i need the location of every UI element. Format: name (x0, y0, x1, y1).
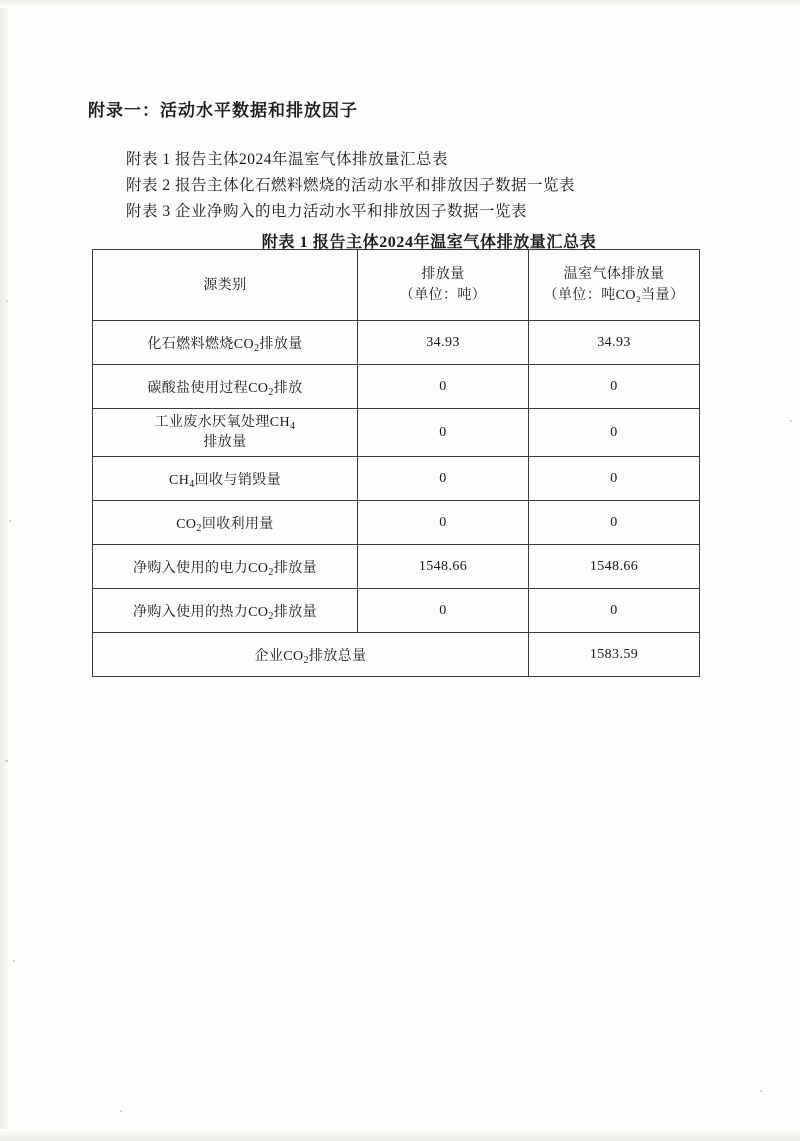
scan-speck (6, 300, 8, 302)
row-amount-value: 0 (358, 365, 529, 409)
row-amount-value: 0 (358, 501, 529, 545)
toc-item-3: 附表 3 企业净购入的电力活动水平和排放因子数据一览表 (126, 203, 528, 220)
row-source-subscript: 2 (268, 610, 274, 622)
column-header-source: 源类别 (93, 250, 358, 321)
row-source-label (93, 589, 358, 633)
row-amount-value: 34.93 (358, 321, 529, 365)
row-source-label (93, 545, 358, 589)
toc-item-1: 附表 1 报告主体2024年温室气体排放量汇总表 (126, 151, 449, 168)
scan-edge-top (0, 0, 800, 8)
table-body (93, 321, 700, 677)
table-row (93, 501, 700, 545)
row-source-subscript: 4 (290, 421, 296, 432)
total-value: 1583.59 (529, 633, 700, 677)
table-row (93, 589, 700, 633)
row-amount-value: 0 (358, 409, 529, 457)
column-header-amount (358, 250, 529, 321)
row-source-subscript: 2 (268, 386, 274, 398)
row-ghg-value: 0 (529, 409, 700, 457)
column-header-amount-line2: （单位：吨） (399, 288, 487, 303)
row-amount-value: 0 (358, 457, 529, 501)
emissions-summary-table (92, 249, 700, 677)
row-amount-value: 0 (358, 589, 529, 633)
table-title: 附表 1 报告主体2024年温室气体排放量汇总表 (261, 234, 597, 251)
row-source-prefix: 工业废水厌氧处理CH (154, 415, 291, 430)
row-amount-value: 1548.66 (358, 545, 529, 589)
table-header (93, 250, 700, 321)
scan-speck (13, 960, 15, 962)
scan-speck (120, 1110, 122, 1112)
scan-speck (760, 1090, 762, 1092)
table-total-row (93, 633, 700, 677)
scan-speck (9, 520, 11, 522)
row-source-suffix: 排放量 (259, 336, 303, 352)
scan-speck (790, 420, 792, 422)
row-source-subscript: 2 (254, 342, 260, 354)
row-source-suffix: 回收利用量 (201, 516, 274, 532)
row-ghg-value: 1548.66 (529, 545, 700, 589)
table-row (93, 365, 700, 409)
row-source-suffix: 回收与销毁量 (194, 472, 282, 488)
row-source-label (93, 365, 358, 409)
row-source-subscript: 4 (189, 478, 195, 490)
column-header-amount-line1: 排放量 (421, 267, 465, 282)
row-ghg-value: 0 (529, 501, 700, 545)
row-source-prefix: 碳酸盐使用过程CO (147, 380, 269, 396)
row-source-label (93, 501, 358, 545)
total-label-suffix: 排放总量 (308, 648, 367, 664)
table-row (93, 457, 700, 501)
row-ghg-value: 34.93 (529, 321, 700, 365)
table-row (93, 321, 700, 365)
row-source-prefix: 净购入使用的电力CO (132, 560, 269, 576)
row-source-label (93, 321, 358, 365)
toc-item-2: 附表 2 报告主体化石燃料燃烧的活动水平和排放因子数据一览表 (126, 177, 576, 194)
row-source-prefix: 化石燃料燃烧CO (147, 336, 255, 352)
table-header-row (93, 250, 700, 321)
row-source-label (93, 457, 358, 501)
scan-speck (5, 760, 8, 762)
total-label-prefix: 企业CO (254, 648, 304, 664)
table-row (93, 545, 700, 589)
row-source-suffix: 排放量 (203, 435, 247, 450)
row-source-prefix: CO (176, 516, 197, 532)
row-source-suffix: 排放量 (273, 560, 318, 576)
row-ghg-value: 0 (529, 365, 700, 409)
column-header-ghg-line2: （单位：吨CO₂当量） (543, 288, 685, 303)
table-of-contents (126, 147, 575, 225)
scan-edge-bottom (0, 1129, 800, 1141)
row-source-subscript: 2 (196, 522, 202, 534)
total-label-subscript: 2 (303, 654, 309, 666)
scan-edge-left (0, 0, 10, 1141)
appendix-heading: 附录一：活动水平数据和排放因子 (88, 101, 358, 120)
row-ghg-value: 0 (529, 589, 700, 633)
row-source-suffix: 排放 (273, 380, 303, 396)
column-header-ghg (529, 250, 700, 321)
row-source-prefix: 净购入使用的热力CO (132, 604, 269, 620)
row-source-prefix: CH (168, 472, 190, 488)
row-source-label (93, 409, 358, 457)
row-source-suffix: 排放量 (273, 604, 318, 620)
table-row (93, 409, 700, 457)
column-header-ghg-line1: 温室气体排放量 (563, 267, 665, 282)
row-ghg-value: 0 (529, 457, 700, 501)
total-label (93, 633, 529, 677)
row-source-subscript: 2 (268, 566, 274, 578)
